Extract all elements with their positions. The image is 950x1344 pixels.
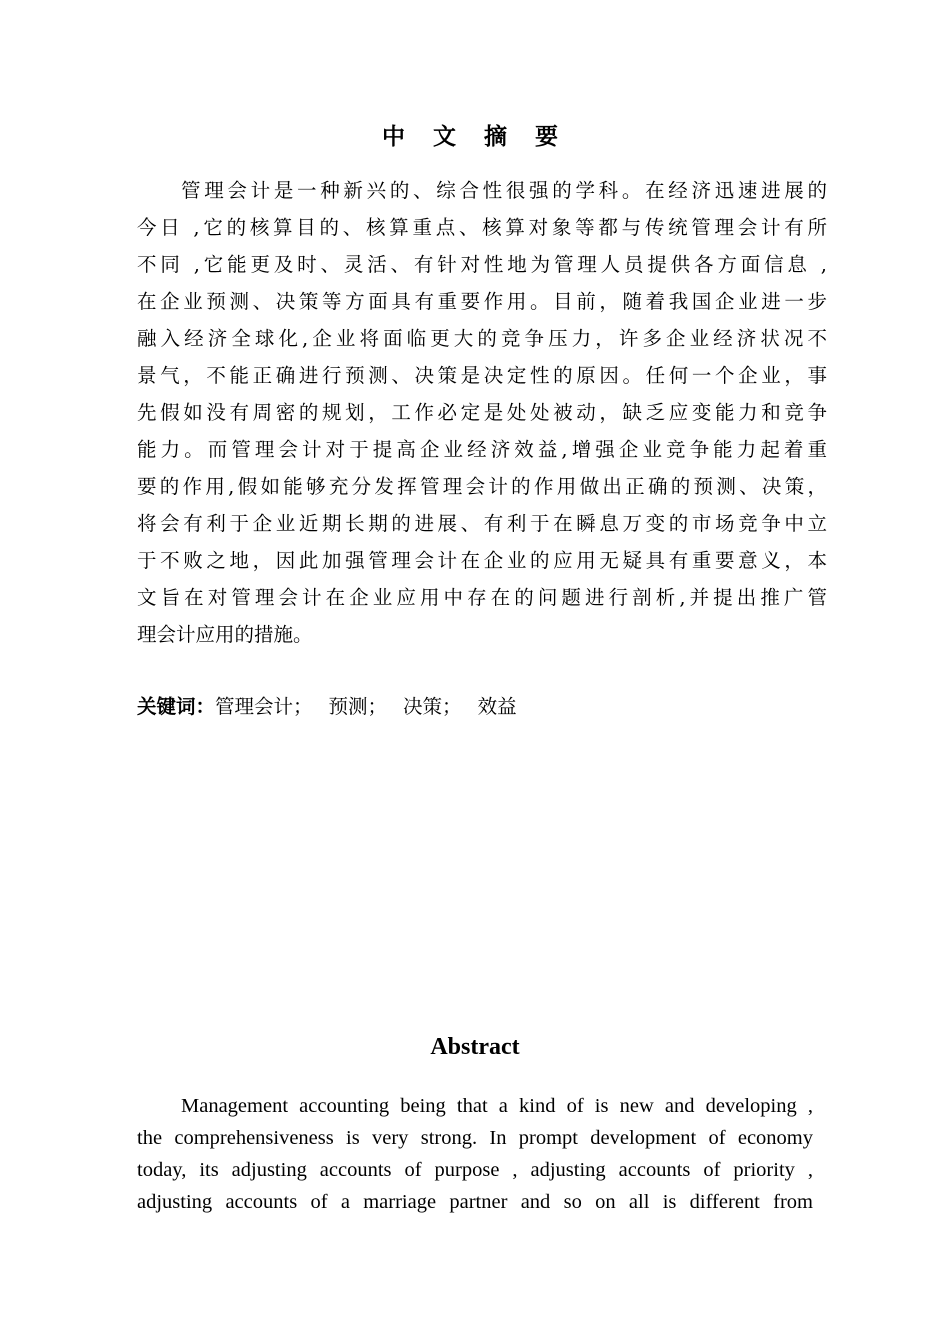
chinese-abstract-title: 中 文 摘 要 [381,124,569,150]
keyword-item: 效益 [477,695,517,718]
chinese-abstract-line: 理会计应用的措施。 [137,623,313,646]
keywords-line [137,688,533,725]
chinese-abstract-line: 于不败之地，因此加强管理会计在企业的应用无疑具有重要意义，本 [137,549,827,572]
chinese-abstract-line: 将会有利于企业近期长期的进展、有利于在瞬息万变的市场竞争中立 [137,512,827,535]
english-abstract-body [137,1090,813,1218]
chinese-abstract-line: 不同 ,它能更及时、灵活、有针对性地为管理人员提供各方面信息 , [137,253,827,276]
chinese-abstract-line: 今日 ,它的核算目的、核算重点、核算对象等都与传统管理会计有所 [137,216,827,239]
keywords-label: 关键词： [137,695,216,718]
english-abstract-line: adjusting accounts of a marriage partner and so on all is different from [137,1191,813,1213]
chinese-abstract-line: 景气，不能正确进行预测、决策是决定性的原因。任何一个企业，事 [137,364,827,387]
chinese-abstract-line: 管理会计是一种新兴的、综合性很强的学科。在经济迅速进展的 [181,179,827,202]
english-abstract-line: today, its adjusting accounts of purpose , adjusting accounts of priority , [137,1159,813,1181]
chinese-abstract-line: 文旨在对管理会计在企业应用中存在的问题进行剖析,并提出推广管 [137,586,827,609]
english-abstract-title: Abstract [430,1034,520,1060]
keyword-item: 预测； [328,695,388,718]
english-abstract-line: Management accounting being that a kind of is new and developing , [181,1095,813,1117]
chinese-abstract-line: 要的作用,假如能够充分发挥管理会计的作用做出正确的预测、决策， [137,475,827,498]
keyword-item: 管理会计； [215,695,313,718]
chinese-abstract-body [137,172,827,653]
chinese-abstract-line: 能力。而管理会计对于提高企业经济效益,增强企业竞争能力起着重 [137,438,827,461]
keyword-item: 决策； [403,695,462,718]
chinese-abstract-line: 先假如没有周密的规划，工作必定是处处被动，缺乏应变能力和竞争 [137,401,827,424]
chinese-abstract-line: 融入经济全球化,企业将面临更大的竞争压力，许多企业经济状况不 [137,327,827,350]
chinese-abstract-line: 在企业预测、决策等方面具有重要作用。目前，随着我国企业进一步 [137,290,827,313]
english-abstract-line: the comprehensiveness is very strong. In prompt development of economy [137,1127,813,1149]
